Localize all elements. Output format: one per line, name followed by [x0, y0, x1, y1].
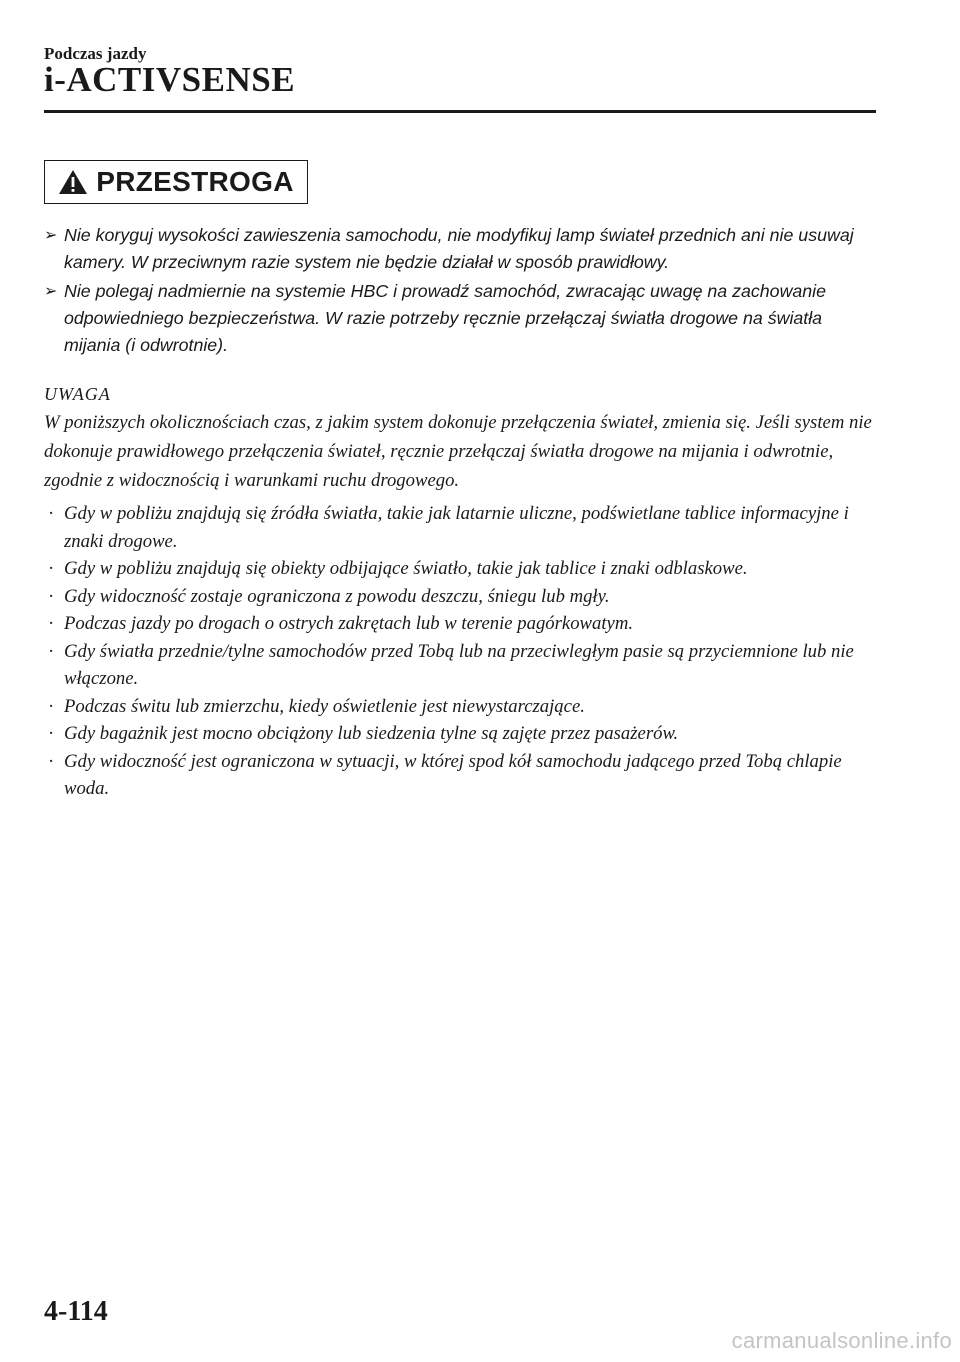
caution-item-text: Nie polegaj nadmiernie na systemie HBC i prowadź samochód, zwracając uwagę na zachowanie odpowiedniego bezpieczeństwa. W razie potrzeby ręcznie przełączaj światła drogowe na światła mijania (i odwrotnie). — [64, 281, 827, 355]
section-label: Podczas jazdy — [44, 44, 147, 63]
dot-bullet-icon: · — [48, 750, 55, 772]
note-list — [44, 500, 884, 803]
dot-bullet-icon: · — [48, 723, 55, 744]
note-item-text: Gdy bagażnik jest mocno obciążony lub siedzenia tylne są zajęte przez pasażerów. — [64, 723, 679, 744]
note-item-text: Gdy w pobliżu znajdują się obiekty odbijające światło, takie jak tablice i znaki odblaskowe. — [64, 558, 748, 579]
note-item-text: Gdy widoczność zostaje ograniczona z powodu deszczu, śniegu lub mgły. — [64, 585, 610, 607]
watermark: carmanualsonline.info — [731, 1328, 952, 1353]
arrow-bullet-icon: ➢ — [44, 227, 58, 244]
header-rule — [44, 110, 876, 113]
note-item-text: Gdy światła przednie/tylne samochodów przed Tobą lub na przeciwległym pasie są przyciemnione lub nie włączone. — [64, 640, 854, 689]
caution-label: PRZESTROGA — [96, 166, 294, 197]
note-item-text: Podczas świtu lub zmierzchu, kiedy oświetlenie jest niewystarczające. — [64, 695, 585, 717]
note-item-text: Gdy widoczność jest ograniczona w sytuacji, w której spod kół samochodu jadącego przed Tobą chlapie woda. — [64, 750, 842, 799]
note-item — [44, 500, 884, 555]
note-item-text: Podczas jazdy po drogach o ostrych zakrętach lub w terenie pagórkowatym. — [64, 613, 634, 634]
dot-bullet-icon: · — [48, 640, 55, 662]
chapter-title: i-ACTIVSENSE — [44, 60, 296, 99]
arrow-bullet-icon: ➢ — [44, 283, 58, 300]
note-item — [44, 555, 884, 583]
note-text: W poniższych okolicznościach czas, z jakim system dokonuje przełączenia świateł, zmienia się. Jeśli system nie dokonuje prawidłowego przełączenia świateł, ręcznie przełączaj światła drogowe na mijania i odwrotnie, zgodnie z widocznością i warunkami ruchu drogowego. — [44, 412, 872, 491]
note-item — [44, 720, 884, 748]
dot-bullet-icon: · — [48, 695, 55, 717]
note-item — [44, 583, 884, 611]
dot-bullet-icon: · — [48, 503, 55, 524]
caution-box — [44, 160, 308, 204]
note-item — [44, 748, 884, 803]
note-item-text: Gdy w pobliżu znajdują się źródła światła, takie jak latarnie uliczne, podświetlane tablice informacyjne i znaki drogowe. — [64, 503, 849, 552]
note-item — [44, 610, 884, 638]
page-number: 4-114 — [44, 1296, 108, 1327]
dot-bullet-icon: · — [48, 558, 55, 579]
caution-item — [44, 278, 874, 359]
caution-item-text: Nie koryguj wysokości zawieszenia samochodu, nie modyfikuj lamp świateł przednich ani nie usuwaj kamery. W przeciwnym razie system nie będzie działał w sposób prawidłowy. — [64, 225, 854, 272]
caution-item — [44, 222, 874, 276]
dot-bullet-icon: · — [48, 613, 55, 634]
note-item — [44, 638, 884, 693]
warning-triangle-icon — [58, 169, 88, 195]
note-label: UWAGA — [44, 384, 111, 404]
dot-bullet-icon: · — [48, 585, 55, 607]
note-item — [44, 693, 884, 721]
caution-list — [44, 222, 874, 361]
